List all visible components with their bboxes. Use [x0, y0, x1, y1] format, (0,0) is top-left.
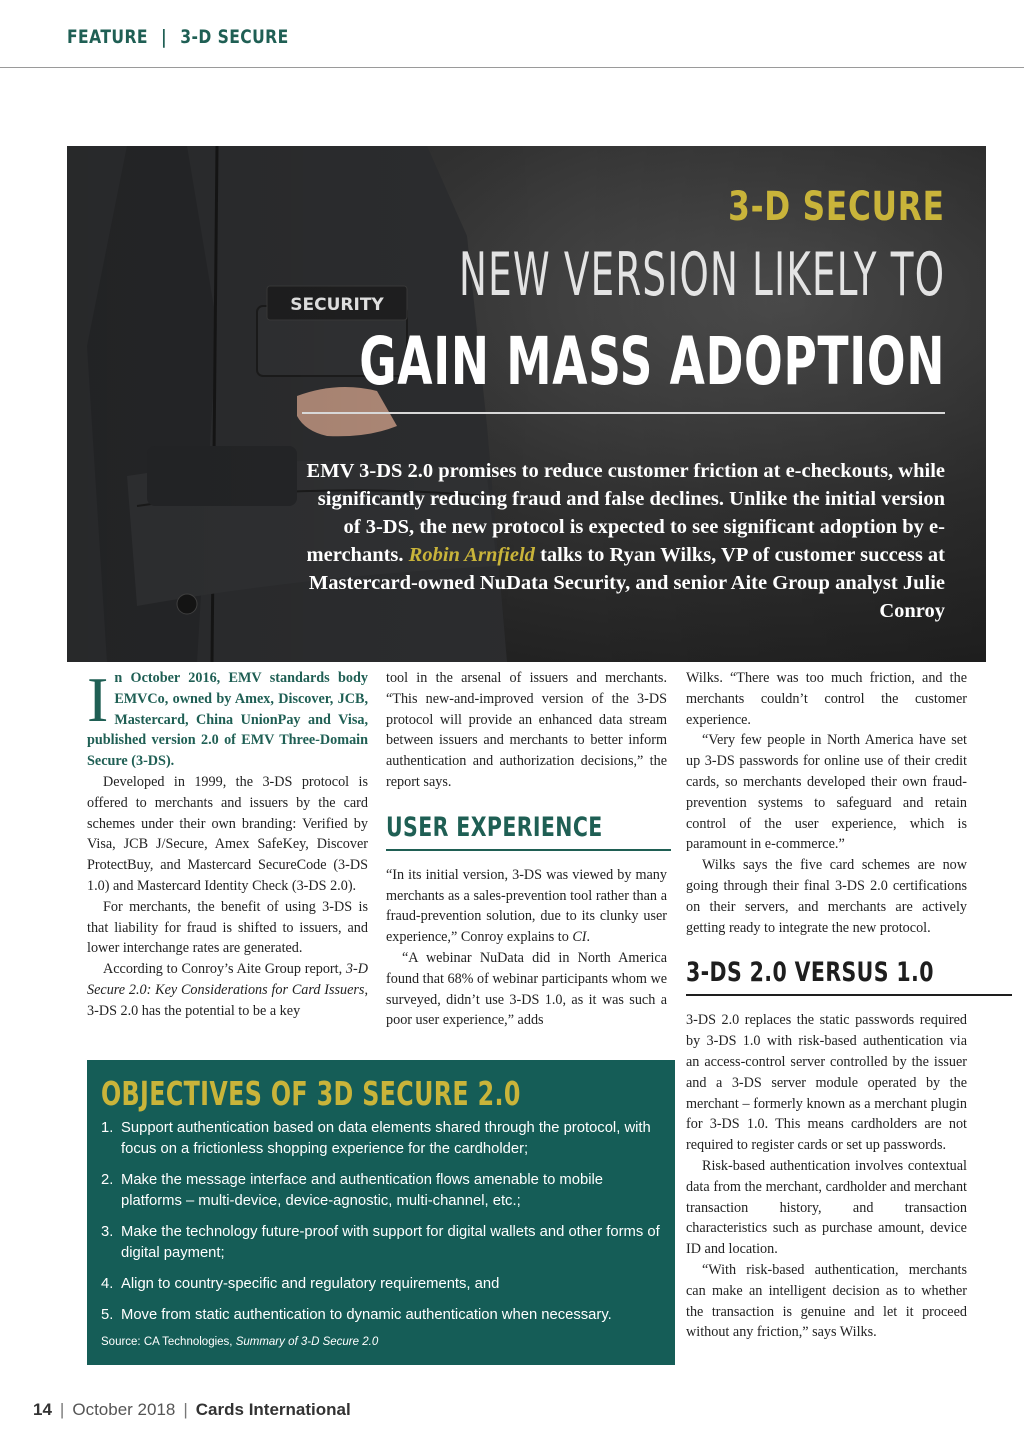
publication-name: Cards International [195, 1400, 351, 1419]
topic-label: 3-D SECURE [180, 26, 289, 48]
body-text: , 3-DS 2.0 has the potential to be a key [87, 981, 368, 1019]
standfirst-text-end: talks to Ryan Wilks, VP of customer success at Mastercard-owned NuData Security, and senior Aite Group analyst Julie Conroy [308, 544, 945, 622]
headline-line2: GAIN MASS ADOPTION [359, 323, 945, 400]
hero-kicker: 3-D SECURE [728, 184, 945, 230]
body-paragraph: Wilks. “There was too much friction, and the merchants couldn’t control the customer experience. [686, 670, 967, 728]
subhead-text: USER EXPERIENCE [386, 811, 603, 843]
lead-text: n October 2016, EMV standards body EMVCo, owned by Amex, Discover, JCB, Mastercard, China UnionPay and Visa, published version 2.0 of EMV Three-Domain Secure (3-DS). [87, 670, 368, 770]
standfirst-text: EMV 3-DS 2.0 promises to reduce customer friction at e-checkouts, while significantly reducing fraud and false declines. Unlike the initial version of 3-DS, the new protocol is expected to see significant adoption by e-merchants. [306, 460, 945, 566]
lead-paragraph [87, 664, 368, 772]
body-paragraph [386, 865, 667, 948]
objectives-box [87, 1060, 675, 1365]
list-text: Move from static authentication to dynamic authentication when necessary. [121, 1307, 612, 1323]
body-paragraph: tool in the arsenal of issuers and merchants. “This new-and-improved version of the 3-DS protocol will provide an enhanced data stream between issuers and merchants to better inform authentication and authorization decisions,” the report says. [386, 670, 667, 790]
list-number: 1. [101, 1120, 114, 1136]
page-footer [33, 1400, 351, 1420]
list-item [101, 1274, 661, 1295]
column-2 [386, 668, 667, 1031]
list-text: Make the message interface and authentication flows amenable to mobile platforms – multi-device, device-agnostic, multi-channel, etc.; [121, 1172, 604, 1209]
column-1 [87, 664, 368, 1022]
header-rule [0, 67, 1024, 68]
list-number: 4. [101, 1276, 114, 1292]
body-paragraph [87, 959, 368, 1021]
list-number: 2. [101, 1172, 114, 1188]
footer-separator: | [59, 1400, 65, 1419]
list-item [101, 1305, 661, 1326]
body-paragraph: Wilks says the five card schemes are now going through their final 3-DS 2.0 certifications on their servers, and merchants are actively getting ready to integrate the new protocol. [686, 857, 967, 936]
list-item [101, 1170, 661, 1212]
publication-abbrev: CI [572, 929, 587, 946]
report-title: 3-D Secure 2.0: Key Considerations for Card Issuers [87, 961, 368, 998]
subhead-versus [686, 956, 1012, 996]
body-paragraph: For merchants, the benefit of using 3-DS is that liability for fraud is shifted to issuers, and lower interchange rates are generated. [87, 898, 368, 957]
body-paragraph: Risk-based authentication involves contextual data from the merchant, cardholder and merchant transaction history, and transaction characteristics such as purchase amount, device ID and location. [686, 1157, 967, 1258]
body-text: According to Conroy’s Aite Group report, [103, 961, 346, 978]
box-title: OBJECTIVES OF 3D SECURE 2.0 [101, 1074, 521, 1113]
author-name: Robin Arnfield [408, 544, 535, 566]
body-paragraph: “A webinar NuData did in North America found that 68% of webinar participants whom we surveyed, didn’t use 3-DS 1.0, as it was such a poor user experience,” adds [386, 949, 667, 1029]
source-title: Summary of 3-D Secure 2.0 [235, 1336, 379, 1348]
list-text: Align to country-specific and regulatory requirements, and [121, 1276, 500, 1292]
list-text: Support authentication based on data elements shared through the protocol, with focus on a frictionless shopping experience for the cardholder; [121, 1120, 651, 1157]
box-source [101, 1336, 378, 1348]
source-label: Source: CA Technologies, [101, 1336, 236, 1348]
list-number: 5. [101, 1307, 114, 1323]
drop-cap: I [87, 664, 109, 735]
body-text: “In its initial version, 3-DS was viewed by many merchants as a sales-prevention tool rather than a fraud-prevention solution, due to its clunky user experience,” Conroy explains to [386, 866, 667, 946]
body-paragraph: “Very few people in North America have set up 3-DS passwords for online use of their credit cards, so merchants developed their own fraud-prevention systems to safeguard and retain control of the user experience, which is paramount in e-commerce.” [686, 732, 967, 853]
objectives-list [101, 1118, 661, 1336]
issue-date: October 2018 [72, 1400, 176, 1419]
header-separator: | [161, 26, 168, 48]
body-text: . [586, 929, 591, 946]
section-label: FEATURE [67, 26, 148, 48]
column-3 [686, 668, 967, 1343]
footer-separator: | [183, 1400, 188, 1419]
headline-line1: NEW VERSION LIKELY TO [458, 240, 945, 310]
hero-banner [67, 146, 986, 662]
standfirst [305, 457, 945, 625]
list-number: 3. [101, 1224, 114, 1240]
running-header [67, 26, 289, 48]
body-paragraph: “With risk-based authentication, merchants can make an intelligent decision as to whether the transaction is genuine and let it proceed without any friction,” says Wilks. [686, 1261, 967, 1341]
page-number: 14 [33, 1400, 52, 1419]
list-item [101, 1222, 661, 1264]
body-paragraph: 3-DS 2.0 replaces the static passwords required by 3-DS 1.0 with risk-based authentication via an access-control server controlled by the issuer and a 3-DS server module operated by the merchant – formerly known as a merchant plugin for 3-DS 1.0. This means cardholders are not required to register cards or set up passwords. [686, 1012, 967, 1154]
subhead-text: 3-DS 2.0 VERSUS 1.0 [686, 957, 934, 989]
subhead-user-experience [386, 811, 671, 851]
list-item [101, 1118, 661, 1160]
body-paragraph: Developed in 1999, the 3-DS protocol is offered to merchants and issuers by the card schemes under their own branding: Verified by Visa, JCB J/Secure, Amex SafeKey, Discover ProtectBuy, and Mastercard SecureCode (3-DS 1.0) and Mastercard Identity Check (3-DS 2.0). [87, 773, 368, 894]
list-text: Make the technology future-proof with support for digital wallets and other forms of digital payment; [121, 1224, 660, 1261]
headline-rule [302, 412, 945, 414]
